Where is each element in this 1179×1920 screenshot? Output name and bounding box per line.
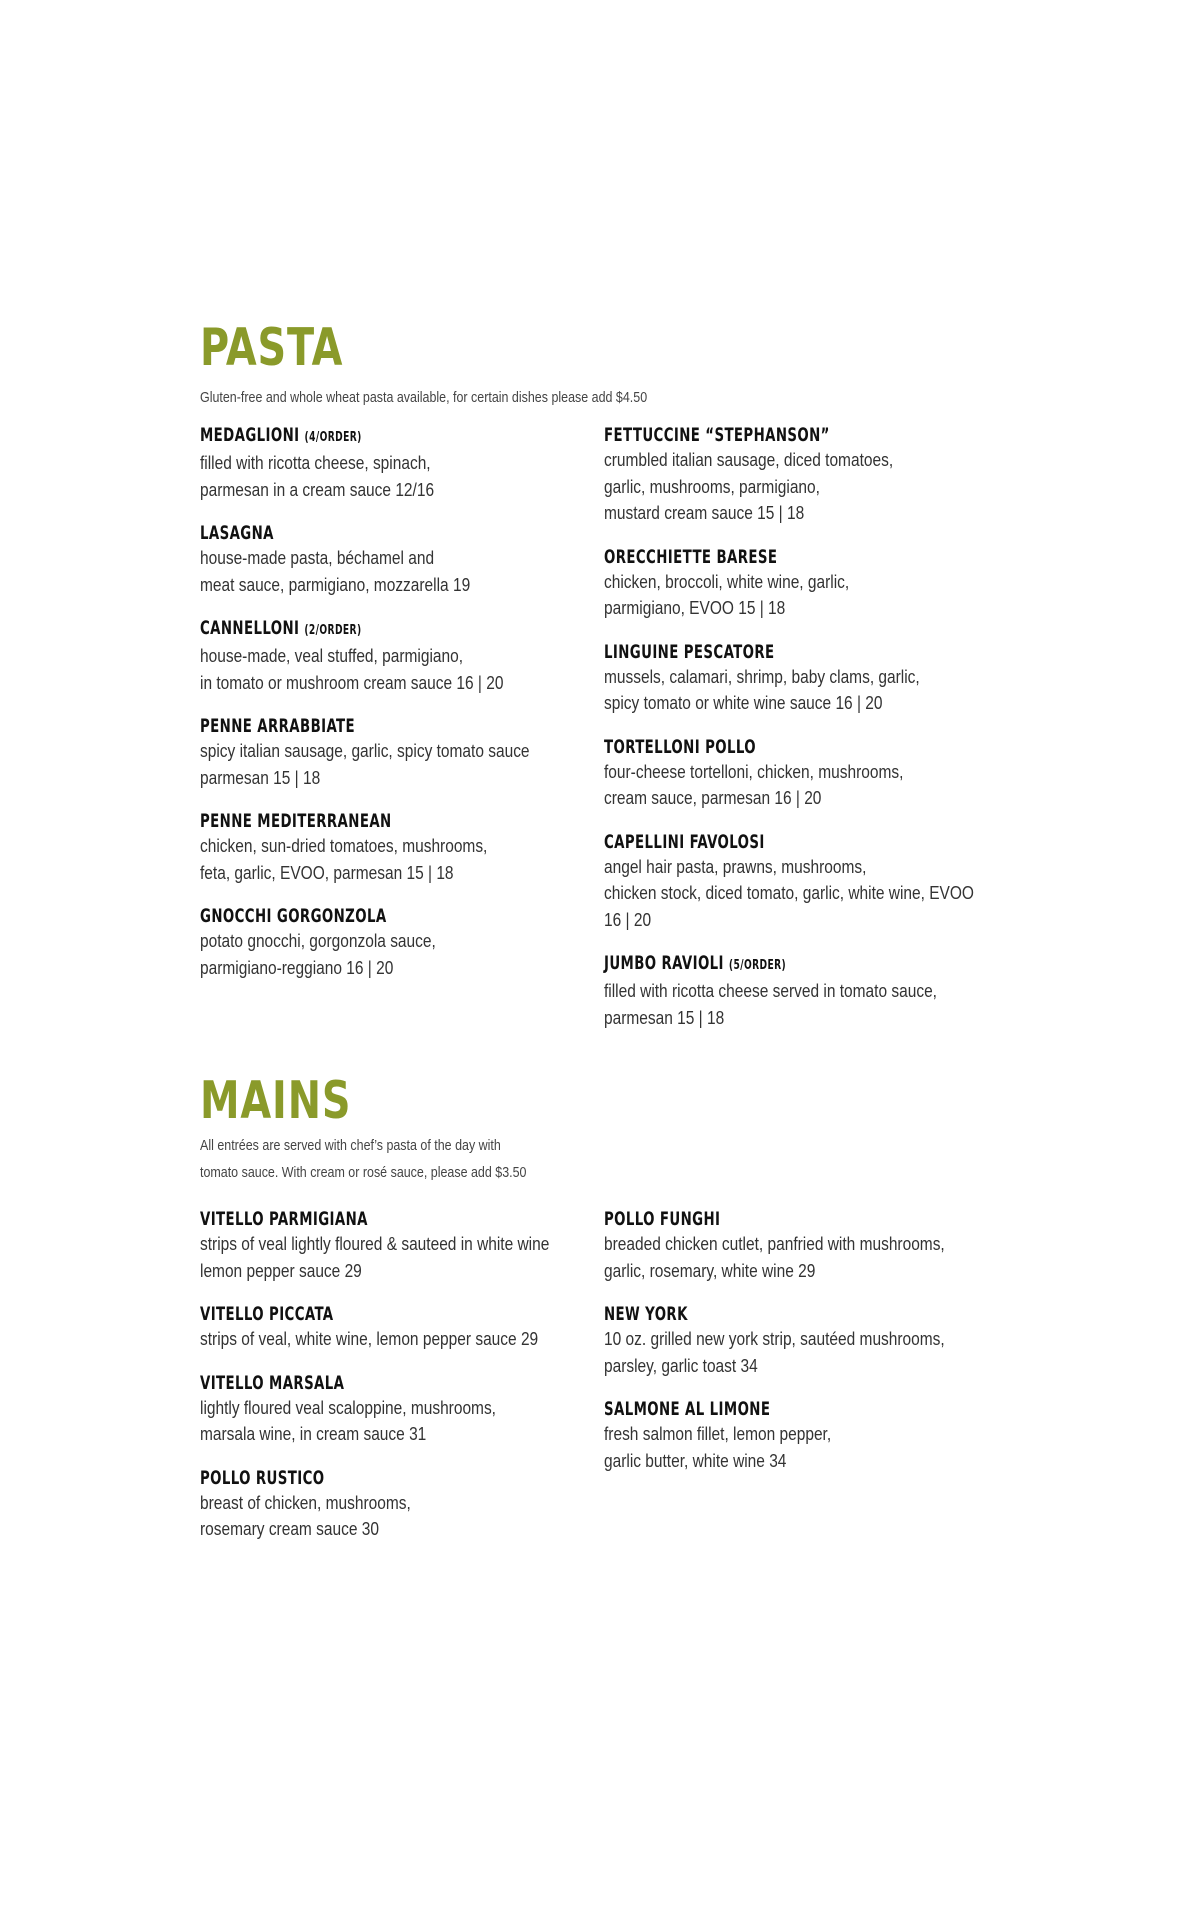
menu-item	[604, 640, 1004, 717]
menu-item	[604, 1397, 1004, 1474]
menu-item-description-line: mustard cream sauce 15 | 18	[604, 503, 805, 523]
menu-item-description-line: strips of veal lightly floured & sauteed in white wine	[200, 1234, 550, 1254]
menu-item-name	[200, 1302, 512, 1326]
menu-item	[200, 904, 600, 981]
menu-item-name	[200, 809, 512, 833]
pasta-note: Gluten-free and whole wheat pasta available, for certain dishes please add $4.50	[200, 390, 648, 406]
menu-item-name	[604, 951, 916, 978]
menu-item-name	[200, 1207, 512, 1231]
menu-item-title: LASAGNA	[200, 522, 274, 544]
menu-item	[200, 1207, 600, 1284]
menu-item-description-line: house-made pasta, béchamel and	[200, 548, 435, 568]
menu-item-name	[604, 830, 916, 854]
menu-item	[200, 521, 600, 598]
menu-item-name	[200, 521, 512, 545]
menu-item-name	[604, 1207, 916, 1231]
menu-item-description-line: parmigiano-reggiano 16 | 20	[200, 957, 394, 978]
menu-item-description-line: parmesan in a cream sauce 12/16	[200, 479, 435, 500]
menu-item-name	[200, 904, 512, 928]
mains-note-line: All entrées are served with chef’s pasta of the day with	[200, 1138, 501, 1154]
menu-item-title: VITELLO MARSALA	[200, 1371, 345, 1394]
menu-item-description-line: chicken stock, diced tomato, garlic, white wine, EVOO	[604, 883, 974, 903]
menu-item-description-line: 10 oz. grilled new york strip, sautéed mushrooms,	[604, 1329, 945, 1349]
menu-item-name	[200, 423, 512, 450]
menu-item-description-line: parsley, garlic toast 34	[604, 1355, 758, 1376]
menu-item-description-line: filled with ricotta cheese, spinach,	[200, 453, 431, 473]
menu-item-name	[604, 423, 916, 447]
menu-item-description-line: spicy tomato or white wine sauce 16 | 20	[604, 693, 883, 713]
menu-item-description-line: fresh salmon fillet, lemon pepper,	[604, 1424, 832, 1444]
menu-item-description-line: lemon pepper sauce 29	[200, 1260, 362, 1281]
menu-item	[604, 1302, 1004, 1379]
menu-item-description-line: meat sauce, parmigiano, mozzarella 19	[200, 574, 471, 595]
menu-item-description-line: crumbled italian sausage, diced tomatoes,	[604, 450, 894, 470]
menu-item-quantity: (4/ORDER)	[304, 430, 362, 445]
menu-item-title: CAPELLINI FAVOLOSI	[604, 830, 765, 853]
menu-item-title: FETTUCCINE “STEPHANSON”	[604, 424, 830, 446]
pasta-left-column	[200, 423, 600, 999]
menu-item-title: GNOCCHI GORGONZOLA	[200, 905, 387, 927]
menu-item-title: JUMBO RAVIOLI	[604, 952, 724, 974]
menu-item-description-line: feta, garlic, EVOO, parmesan 15 | 18	[200, 862, 454, 883]
menu-item-description-line: in tomato or mushroom cream sauce 16 | 20	[200, 672, 504, 693]
mains-left-column	[200, 1207, 600, 1561]
menu-item-description-line: chicken, sun-dried tomatoes, mushrooms,	[200, 836, 488, 856]
menu-item-title: TORTELLONI POLLO	[604, 735, 756, 758]
menu-item-description-line: strips of veal, white wine, lemon pepper sauce 29	[200, 1329, 539, 1349]
menu-item-name	[604, 640, 916, 664]
menu-item-title: PENNE ARRABBIATE	[200, 715, 356, 737]
menu-item	[200, 423, 600, 503]
menu-item-title: NEW YORK	[604, 1303, 688, 1325]
pasta-right-column	[604, 423, 1004, 1049]
menu-item-name	[200, 714, 512, 738]
menu-item-description-line: spicy italian sausage, garlic, spicy tomato sauce	[200, 741, 530, 761]
menu-item-title: LINGUINE PESCATORE	[604, 640, 775, 663]
mains-title: MAINS	[200, 1071, 352, 1131]
menu-item-description-line: filled with ricotta cheese served in tomato sauce,	[604, 981, 937, 1001]
menu-item-title: POLLO RUSTICO	[200, 1466, 325, 1489]
menu-item-title: VITELLO PARMIGIANA	[200, 1208, 368, 1230]
menu-item	[200, 1466, 600, 1543]
menu-item-description-line: mussels, calamari, shrimp, baby clams, garlic,	[604, 666, 920, 687]
menu-item	[200, 616, 600, 696]
menu-item-title: PENNE MEDITERRANEAN	[200, 810, 392, 832]
menu-item-name	[604, 545, 916, 569]
menu-item-title: POLLO FUNGHI	[604, 1208, 721, 1230]
menu-item-name	[604, 735, 916, 759]
menu-item-title: CANNELLONI	[200, 617, 300, 639]
menu-item-description-line: 16 | 20	[604, 909, 652, 930]
pasta-title: PASTA	[200, 318, 344, 378]
menu-item	[200, 809, 600, 886]
menu-item-name	[200, 1466, 512, 1490]
menu-item	[604, 830, 1004, 934]
menu-item-description-line: parmesan 15 | 18	[200, 767, 321, 788]
mains-note	[200, 1133, 526, 1187]
menu-item-description-line: chicken, broccoli, white wine, garlic,	[604, 571, 850, 592]
menu-item-description-line: cream sauce, parmesan 16 | 20	[604, 788, 822, 808]
menu-item-name	[604, 1397, 916, 1421]
menu-item-description-line: rosemary cream sauce 30	[200, 1519, 379, 1539]
menu-item-description-line: parmesan 15 | 18	[604, 1007, 725, 1028]
menu-item-description-line: house-made, veal stuffed, parmigiano,	[200, 646, 464, 666]
menu-item-description-line: garlic, rosemary, white wine 29	[604, 1260, 816, 1281]
menu-item-description-line: potato gnocchi, gorgonzola sauce,	[200, 931, 436, 951]
mains-note-line: tomato sauce. With cream or rosé sauce, please add $3.50	[200, 1165, 527, 1181]
menu-item-quantity: (5/ORDER)	[728, 958, 787, 973]
menu-item-quantity: (2/ORDER)	[304, 623, 362, 638]
menu-item-description-line: parmigiano, EVOO 15 | 18	[604, 598, 786, 618]
menu-item-description-line: angel hair pasta, prawns, mushrooms,	[604, 856, 867, 877]
menu-item	[604, 735, 1004, 812]
menu-item-name	[604, 1302, 916, 1326]
menu-item	[200, 714, 600, 791]
menu-item-description-line: garlic, mushrooms, parmigiano,	[604, 476, 820, 497]
menu-item-description-line: four-cheese tortelloni, chicken, mushrooms,	[604, 761, 904, 782]
menu-item	[604, 951, 1004, 1031]
menu-item-description-line: garlic butter, white wine 34	[604, 1450, 787, 1471]
menu-item-title: SALMONE AL LIMONE	[604, 1398, 771, 1420]
menu-item	[604, 423, 1004, 527]
mains-right-column	[604, 1207, 1004, 1492]
menu-item-description-line: marsala wine, in cream sauce 31	[200, 1424, 427, 1444]
menu-item	[604, 545, 1004, 622]
menu-item-name	[200, 1371, 512, 1395]
menu-item-title: VITELLO PICCATA	[200, 1303, 334, 1325]
menu-item-title: ORECCHIETTE BARESE	[604, 545, 778, 568]
menu-item-name	[200, 616, 512, 643]
menu-item-description-line: breast of chicken, mushrooms,	[200, 1492, 411, 1513]
menu-item	[604, 1207, 1004, 1284]
menu-item	[200, 1371, 600, 1448]
menu-item-description-line: breaded chicken cutlet, panfried with mushrooms,	[604, 1234, 945, 1254]
menu-item-title: MEDAGLIONI	[200, 424, 300, 446]
menu-item-description-line: lightly floured veal scaloppine, mushrooms,	[200, 1397, 496, 1418]
menu-item	[200, 1302, 600, 1353]
